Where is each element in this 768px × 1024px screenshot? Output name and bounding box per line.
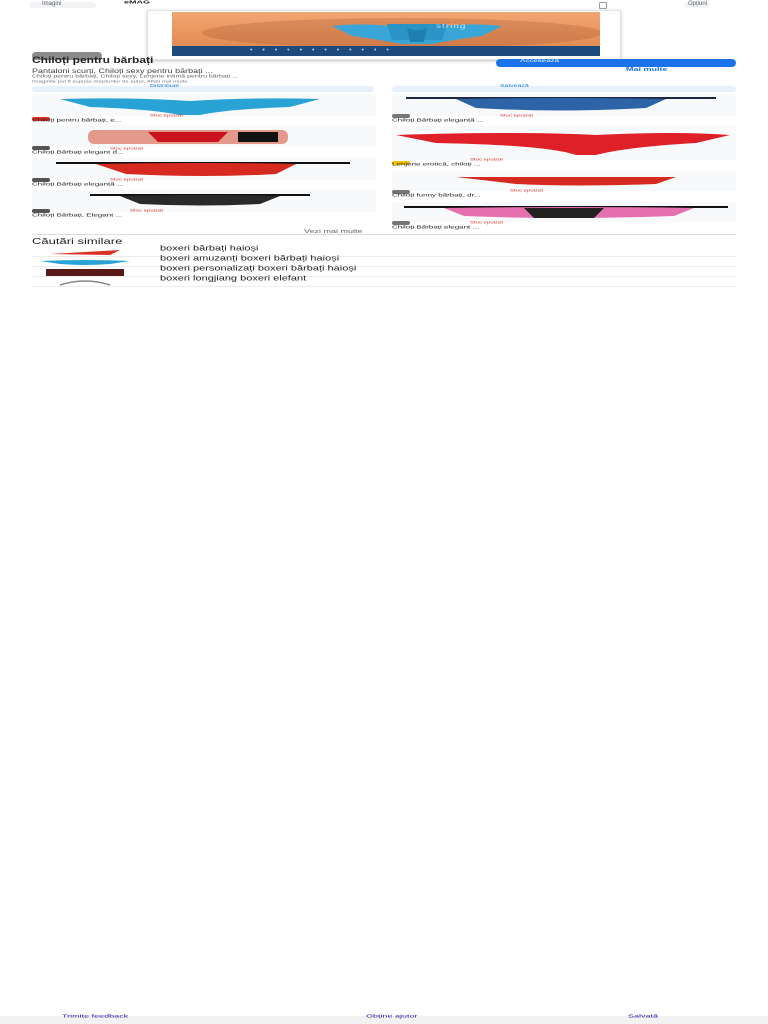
similar-search-item[interactable] <box>32 254 736 267</box>
similar-search-item[interactable] <box>32 274 736 287</box>
preview-overlay-text: string <box>436 23 467 30</box>
related-title: Chiloți funny bărbați, dr... <box>392 192 481 198</box>
similar-thumb <box>40 249 130 256</box>
related-price: Stoc epuizat <box>500 114 534 118</box>
related-title: Chiloți pentru bărbați, e... <box>32 117 122 123</box>
related-price: Stoc epuizat <box>470 158 504 162</box>
saved-link[interactable]: Salvată <box>628 1013 659 1019</box>
similar-search-label: boxeri personalizați boxeri bărbați haioși <box>160 264 357 273</box>
preview-pagination[interactable]: • • • • • • • • • • • • <box>250 47 393 54</box>
share-button[interactable] <box>32 86 374 92</box>
related-image <box>406 96 716 114</box>
copyright-disclaimer: Imaginile pot fi supuse drepturilor de autor. Aflați mai multe <box>32 80 188 84</box>
related-image <box>456 174 676 188</box>
related-image <box>60 95 320 117</box>
related-price: Stoc epuizat <box>110 178 144 182</box>
related-title: Chiloți Bărbați elegant ... <box>392 224 480 230</box>
images-tab-label: Imagini <box>42 1 62 7</box>
related-title: Chiloți Bărbați elegant d... <box>32 149 124 155</box>
related-price: Stoc epuizat <box>470 221 504 225</box>
similar-thumb <box>40 269 130 276</box>
related-title: Chiloți Bărbați, Elegant ... <box>32 212 123 218</box>
window-icon[interactable] <box>599 2 607 9</box>
related-image <box>404 204 728 220</box>
more-divider <box>32 234 736 235</box>
similar-thumb <box>40 279 130 286</box>
related-image <box>396 129 730 157</box>
more-link[interactable]: Mai multe <box>626 66 668 72</box>
similar-search-label: boxeri bărbați haioși <box>160 244 259 253</box>
share-button-label: Distribuie <box>150 84 180 89</box>
related-price: Stoc epuizat <box>510 189 544 193</box>
feedback-link[interactable]: Trimite feedback <box>62 1013 129 1019</box>
help-link[interactable]: Obține ajutor <box>366 1013 418 1019</box>
related-title: Chiloți Bărbați elegantă ... <box>392 117 484 123</box>
images-tab[interactable] <box>30 2 96 8</box>
product-description: Chiloți pentru bărbați, Chiloți sexy, Lenjerie intimă pentru bărbați ... <box>32 74 239 79</box>
site-name[interactable]: eMAG <box>124 0 151 5</box>
related-price: Stoc epuizat <box>110 147 144 151</box>
similar-searches-title: Căutări similare <box>32 236 123 246</box>
related-image <box>90 193 310 207</box>
related-price: Stoc epuizat <box>150 114 184 118</box>
similar-search-item[interactable] <box>32 244 736 257</box>
product-title[interactable]: Chiloți pentru bărbați <box>32 54 154 66</box>
similar-search-label: boxeri longjiang boxeri elefant <box>160 274 307 283</box>
similar-search-item[interactable] <box>32 264 736 277</box>
top-bar <box>0 0 768 10</box>
related-title: Lenjerie erotică, chiloți ... <box>392 161 481 167</box>
options-label: Opțiuni <box>688 1 708 7</box>
save-button-label: Salvează <box>500 84 529 89</box>
more-results-button[interactable]: Vezi mai multe <box>298 228 369 234</box>
visit-button-label: Accesează <box>520 58 560 64</box>
save-button[interactable] <box>392 86 736 92</box>
product-brief-image <box>332 18 502 48</box>
similar-thumb <box>40 259 130 266</box>
product-subtitle: Pantaloni scurți, Chiloți sexy pentru bărbați ... <box>32 67 213 75</box>
related-title: Chiloți Bărbați elegantă ... <box>32 181 124 187</box>
similar-search-label: boxeri amuzanți boxeri bărbați haioși <box>160 254 340 263</box>
related-image <box>56 160 350 178</box>
related-price: Stoc epuizat <box>130 209 164 213</box>
related-image <box>88 128 288 146</box>
